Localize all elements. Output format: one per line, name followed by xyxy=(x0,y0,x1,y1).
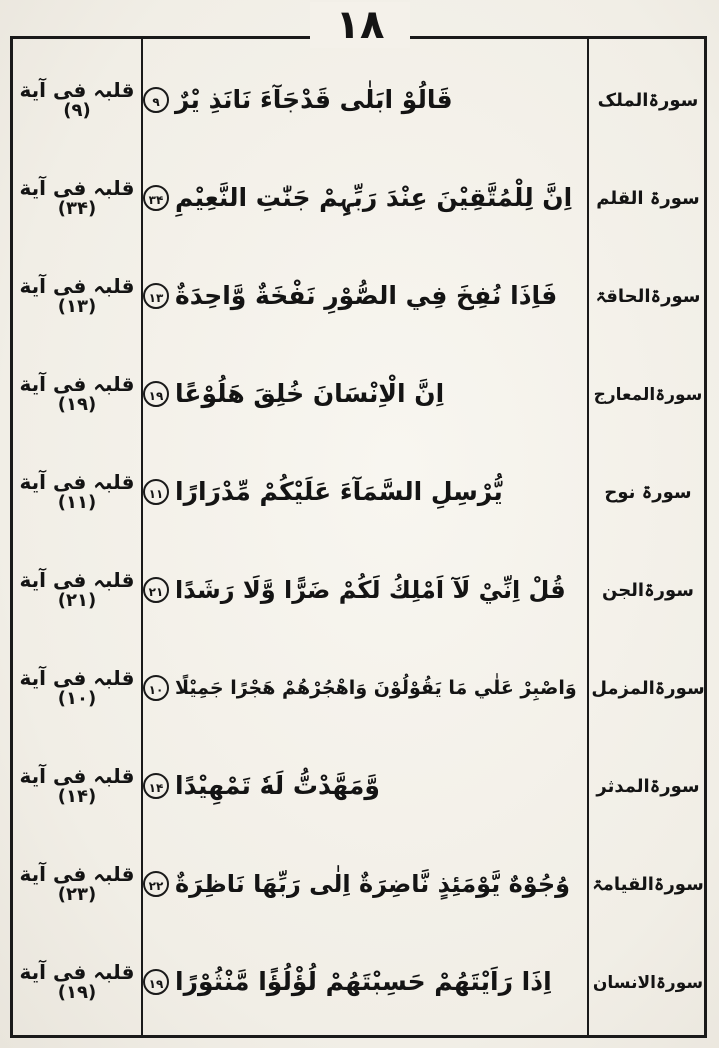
verse-cell xyxy=(143,51,587,149)
verse-cell xyxy=(143,639,587,737)
verse-table xyxy=(13,51,704,1031)
table-row xyxy=(13,933,704,1031)
surah-name-cell xyxy=(589,639,707,737)
verse-text: يُّرْسِلِ السَّمَآءَ عَلَيْكُمْ مِّدْرَارًا xyxy=(175,477,503,506)
verse-text: وَّمَهَّدْتُّ لَهٗ تَمْهِيْدًا xyxy=(175,771,380,800)
table-frame xyxy=(10,36,707,1038)
surah-name-cell xyxy=(589,835,707,933)
verse-text: فَاِذَا نُفِخَ فِي الصُّوْرِ نَفْخَةٌ وَّاحِدَةٌ xyxy=(175,281,558,310)
verse-cell xyxy=(143,247,587,345)
reference-number: (۱۱) xyxy=(57,492,97,513)
reference-cell xyxy=(13,933,141,1031)
table-row xyxy=(13,247,704,345)
verse-text: اِذَا رَاَيْتَهُمْ حَسِبْتَهُمْ لُؤْلُؤًا مَّنْثُوْرًا xyxy=(175,967,552,996)
verse-cell xyxy=(143,737,587,835)
verse-text: وُجُوْهٌ يَّوْمَئِذٍ نَّاضِرَةٌ اِلٰى رَبِّهَا نَاظِرَةٌ xyxy=(175,870,571,898)
reference-label: قلبہ فی آیة xyxy=(19,78,135,102)
ayah-number-marker: ۱۱ xyxy=(143,479,169,505)
verse-cell xyxy=(143,443,587,541)
reference-number: (۱۰) xyxy=(57,688,97,709)
reference-number: (۲۳) xyxy=(57,884,97,905)
surah-name: سورۃالانسان xyxy=(592,972,704,993)
surah-name: سورۃالمدثر xyxy=(596,775,700,797)
reference-cell xyxy=(13,247,141,345)
table-row xyxy=(13,737,704,835)
ayah-number-marker: ۱۹ xyxy=(143,381,169,407)
table-row xyxy=(13,345,704,443)
ayah-number-marker: ۱۹ xyxy=(143,969,169,995)
verse-cell xyxy=(143,541,587,639)
verse-cell xyxy=(143,345,587,443)
verse-cell xyxy=(143,933,587,1031)
reference-number: (۹) xyxy=(63,100,91,121)
reference-label: قلبہ فی آیة xyxy=(19,666,135,690)
surah-name: سورۃالمزمل xyxy=(591,677,705,699)
verse-text: قُلْ اِنِّيْ لَآ اَمْلِكُ لَكُمْ ضَرًّا وَّلَا رَشَدًا xyxy=(175,576,566,604)
ayah-number-marker: ۳۴ xyxy=(143,185,169,211)
ayah-number-marker: ۲۱ xyxy=(143,577,169,603)
ayah-number-marker: ۱۰ xyxy=(143,675,169,701)
surah-name-cell xyxy=(589,345,707,443)
surah-name-cell xyxy=(589,737,707,835)
surah-name-cell xyxy=(589,149,707,247)
surah-name-cell xyxy=(589,933,707,1031)
reference-label: قلبہ فی آیة xyxy=(19,960,135,984)
reference-number: (۱۹) xyxy=(57,982,97,1003)
surah-name-cell xyxy=(589,443,707,541)
surah-name-cell xyxy=(589,247,707,345)
table-row xyxy=(13,443,704,541)
page-number: ١٨ xyxy=(310,2,410,48)
reference-cell xyxy=(13,639,141,737)
reference-cell xyxy=(13,443,141,541)
reference-number: (۱۹) xyxy=(57,394,97,415)
reference-label: قلبہ فی آیة xyxy=(19,372,135,396)
reference-cell xyxy=(13,345,141,443)
ayah-number-marker: ۹ xyxy=(143,87,169,113)
reference-label: قلبہ فی آیة xyxy=(19,274,135,298)
reference-cell xyxy=(13,51,141,149)
surah-name: سورۃالجن xyxy=(602,579,694,601)
reference-cell xyxy=(13,541,141,639)
surah-name: سورۃالحاقۃ xyxy=(595,285,701,307)
reference-cell xyxy=(13,149,141,247)
ayah-number-marker: ۱۳ xyxy=(143,283,169,309)
reference-number: (۱۴) xyxy=(57,786,97,807)
ayah-number-marker: ۱۴ xyxy=(143,773,169,799)
surah-name: سورۃ القلم xyxy=(596,187,700,209)
table-row xyxy=(13,51,704,149)
reference-label: قلبہ فی آیة xyxy=(19,568,135,592)
verse-text: اِنَّ الْاِنْسَانَ خُلِقَ هَلُوْعًا xyxy=(175,379,445,408)
reference-number: (۳۴) xyxy=(57,198,97,219)
verse-text: وَاصْبِرْ عَلٰي مَا يَقُوْلُوْنَ وَاهْجُرْهُمْ هَجْرًا جَمِيْلًا xyxy=(175,677,577,699)
surah-name: سورۃالملک xyxy=(597,89,699,111)
surah-name: سورۃالقیامۃ xyxy=(592,873,704,895)
reference-label: قلبہ فی آیة xyxy=(19,862,135,886)
reference-label: قلبہ فی آیة xyxy=(19,470,135,494)
verse-cell xyxy=(143,149,587,247)
table-row xyxy=(13,639,704,737)
verse-text: قَالُوْ ابَلٰی قَدْجَآءَ نَانَذِ یْرٌ xyxy=(175,85,453,114)
ayah-number-marker: ۲۲ xyxy=(143,871,169,897)
verse-cell xyxy=(143,835,587,933)
reference-cell xyxy=(13,835,141,933)
reference-number: (۱۳) xyxy=(57,296,97,317)
reference-label: قلبہ فی آیة xyxy=(19,764,135,788)
table-row xyxy=(13,835,704,933)
table-row xyxy=(13,541,704,639)
table-row xyxy=(13,149,704,247)
surah-name-cell xyxy=(589,541,707,639)
surah-name: سورۃالمعارج xyxy=(593,384,703,405)
reference-label: قلبہ فی آیة xyxy=(19,176,135,200)
reference-number: (۲۱) xyxy=(57,590,97,611)
reference-cell xyxy=(13,737,141,835)
surah-name: سورۃ نوح xyxy=(604,481,692,503)
verse-text: اِنَّ لِلْمُتَّقِيْنَ عِنْدَ رَبِّہِمْ جَنّٰتِ النَّعِيْمِ xyxy=(175,183,573,212)
surah-name-cell xyxy=(589,51,707,149)
